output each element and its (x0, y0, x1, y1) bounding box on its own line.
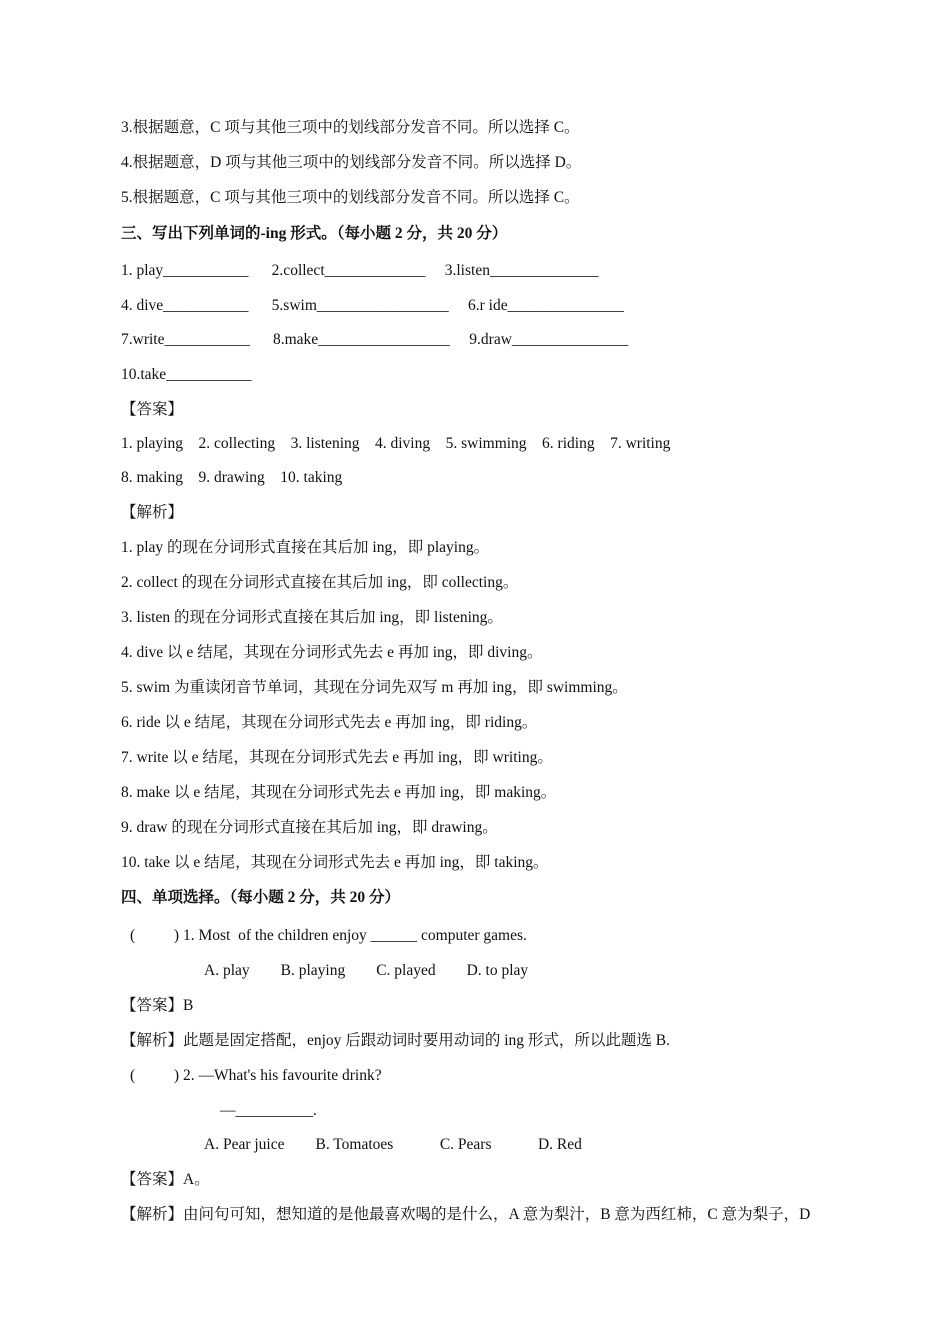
analysis-line: 8. make 以 e 结尾，其现在分词形式先去 e 再加 ing，即 making。 (121, 784, 557, 801)
analysis-line: 5.根据题意，C 项与其他三项中的划线部分发音不同。所以选择 C。 (121, 189, 580, 206)
analysis-line: 5. swim 为重读闭音节单词，其现在分词先双写 m 再加 ing，即 swimming。 (121, 679, 628, 696)
answer-line: 【答案】B (121, 997, 194, 1014)
section-heading: 四、单项选择。（每小题 2 分，共 20 分） (121, 889, 401, 906)
analysis-line: 7. write 以 e 结尾，其现在分词形式先去 e 再加 ing，即 writing。 (121, 749, 553, 766)
analysis-line: 1. play 的现在分词形式直接在其后加 ing，即 playing。 (121, 539, 490, 556)
analysis-line: 4. dive 以 e 结尾，其现在分词形式先去 e 再加 ing，即 diving。 (121, 644, 543, 661)
answer-label: 【答案】 (121, 401, 184, 418)
answer-line: 8. making 9. drawing 10. taking (121, 469, 343, 486)
analysis-line: 【解析】由问句可知，想知道的是他最喜欢喝的是什么，A 意为梨汁，B 意为西红柿，C 意为梨子，D (121, 1206, 811, 1223)
analysis-label: 【解析】 (121, 504, 184, 521)
question-options: A. Pear juice B. Tomatoes C. Pears D. Red (204, 1136, 582, 1153)
analysis-line: 4.根据题意，D 项与其他三项中的划线部分发音不同。所以选择 D。 (121, 154, 582, 171)
analysis-line: 2. collect 的现在分词形式直接在其后加 ing，即 collecting。 (121, 574, 519, 591)
answer-line: 【答案】A。 (121, 1171, 210, 1188)
analysis-line: 3. listen 的现在分词形式直接在其后加 ing，即 listening。 (121, 609, 503, 626)
question-stem: ( ) 2. —What's his favourite drink? (130, 1067, 382, 1084)
analysis-line: 【解析】此题是固定搭配，enjoy 后跟动词时要用动词的 ing 形式，所以此题选 B. (121, 1032, 670, 1049)
exercise-row: 7.write___________ 8.make_________________ 9.draw_______________ (121, 331, 629, 348)
answer-blank: —__________. (220, 1102, 317, 1119)
exercise-row: 1. play___________ 2.collect_____________ 3.listen______________ (121, 262, 599, 279)
question-stem: ( ) 1. Most of the children enjoy ______ computer games. (130, 927, 527, 944)
question-options: A. play B. playing C. played D. to play (204, 962, 529, 979)
analysis-line: 6. ride 以 e 结尾，其现在分词形式先去 e 再加 ing，即 riding。 (121, 714, 538, 731)
analysis-line: 3.根据题意，C 项与其他三项中的划线部分发音不同。所以选择 C。 (121, 119, 580, 136)
exercise-row: 4. dive___________ 5.swim_________________ 6.r ide_______________ (121, 297, 624, 314)
section-heading: 三、写出下列单词的-ing 形式。（每小题 2 分，共 20 分） (121, 225, 508, 242)
analysis-line: 9. draw 的现在分词形式直接在其后加 ing，即 drawing。 (121, 819, 498, 836)
analysis-line: 10. take 以 e 结尾，其现在分词形式先去 e 再加 ing，即 taking。 (121, 854, 549, 871)
answer-line: 1. playing 2. collecting 3. listening 4. diving 5. swimming 6. riding 7. writing (121, 435, 671, 452)
exercise-row: 10.take___________ (121, 366, 252, 383)
